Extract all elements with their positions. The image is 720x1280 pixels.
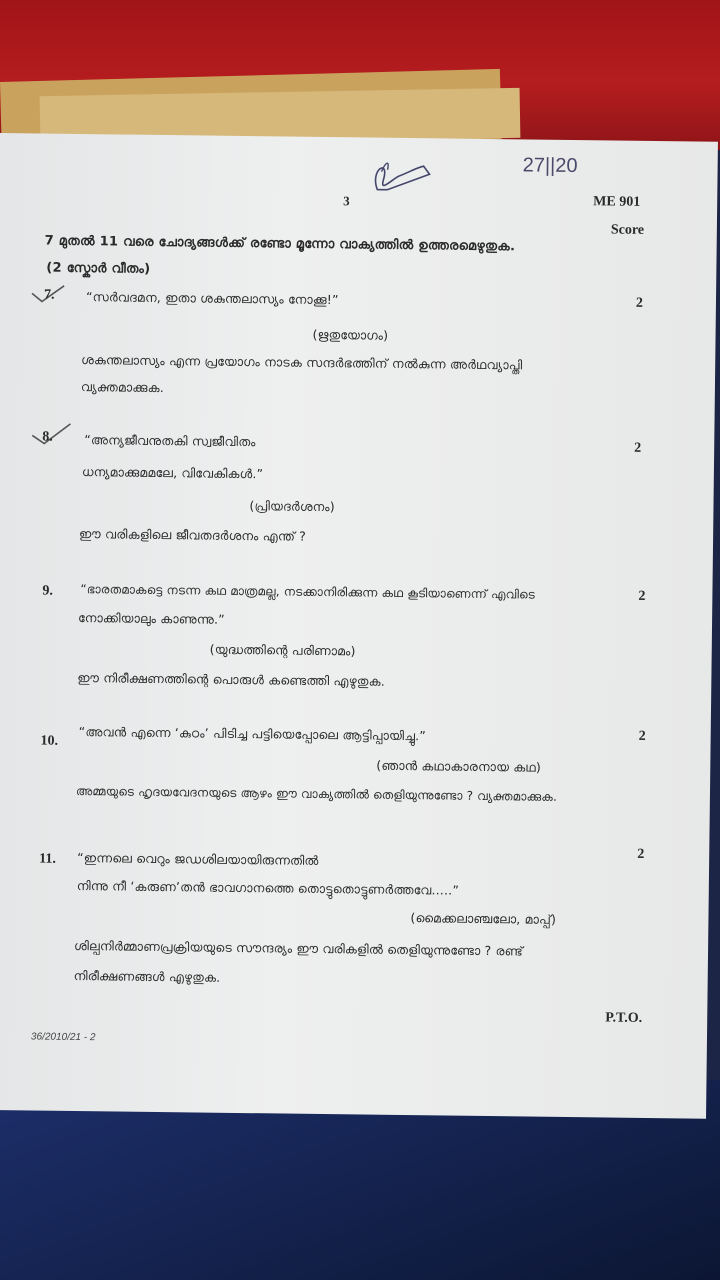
- question-text-line: അമ്മയുടെ ഹൃദയവേദനയുടെ ആഴം ഈ വാക്യത്തിൽ തെളിയുന്നുണ്ടോ ? വ്യക്തമാക്കുക.: [75, 783, 558, 804]
- question-quote-line: ധന്യമാക്കുമമലേ, വിവേകികൾ.”: [81, 464, 264, 482]
- question-quote-line: “ഭാരതമാകട്ടെ നടന്ന കഥ മാത്രമല്ല, നടക്കാനിരിക്കുന്ന കഥ കൂടിയാണെന്ന് എവിടെ: [80, 582, 536, 602]
- question-source: (മൈക്കലാഞ്ചലോ, മാപ്പ്): [410, 910, 557, 927]
- question-quote-line: “സർവദമന, ഇതാ ശകുന്തലാസ്യം നോക്കൂ!”: [85, 289, 339, 308]
- question-score: 2: [637, 846, 645, 862]
- signature-mark: [359, 149, 440, 202]
- question-text-line: ഈ നിരീക്ഷണത്തിന്റെ പൊരുൾ കണ്ടെത്തി എഴുതുക.: [77, 669, 386, 689]
- question-quote-line: “അന്യജീവനുതകി സ്വജീവിതം: [84, 432, 256, 450]
- question-text-line: നിരീക്ഷണങ്ങൾ എഴുതുക.: [73, 967, 221, 985]
- instruction-line-2: (2 സ്കോർ വീതം): [46, 260, 151, 277]
- question-text-line: വ്യക്തമാക്കുക.: [80, 379, 165, 396]
- question-score: 2: [635, 295, 644, 311]
- question-quote-line: നോക്കിയാലും കാണുന്നു.”: [77, 609, 225, 627]
- paper-footer-code: 36/2010/21 - 2: [30, 1031, 96, 1044]
- pto-label: P.T.O.: [605, 1010, 643, 1026]
- question-source: (ഋതുയോഗം): [312, 326, 389, 343]
- question-number: 8.: [42, 429, 53, 445]
- question-score: 2: [638, 728, 646, 744]
- question-score: 2: [638, 588, 646, 604]
- question-quote-line: “അവൻ എന്നെ ‘കുഠം’ പിടിച്ച പട്ടിയെപ്പോലെ ആട്ടിപ്പായിച്ചു.”: [78, 724, 427, 744]
- instruction-line-1: 7 മുതൽ 11 വരെ ചോദ്യങ്ങൾക്ക് രണ്ടോ മൂന്നോ വാക്യത്തിൽ ഉത്തരമെഴുതുക.: [44, 233, 516, 255]
- question-quote-line: “ഇന്നലെ വെറും ജഡശിലയായിരുന്നതിൽ: [77, 849, 319, 868]
- exam-paper-sheet: [0, 133, 718, 1119]
- paper-code: ME 901: [593, 194, 641, 210]
- question-source: (പ്രിയദർശനം): [249, 498, 335, 515]
- question-text-line: ശില്പനിർമ്മാണപ്രക്രിയയുടെ സൗന്ദര്യം ഈ വരികളിൽ തെളിയുന്നുണ്ടോ ? രണ്ട്: [73, 937, 524, 959]
- page-number: 3: [343, 193, 350, 209]
- question-source: (യുദ്ധത്തിന്റെ പരിണാമം): [209, 641, 356, 659]
- question-quote-line: നിന്നു നീ ‘കരുണ’തൻ ഭാവഗാനത്തെ തൊട്ടുതൊട്ടുണർത്തവേ.....”: [76, 877, 460, 898]
- score-column-label: Score: [610, 222, 645, 238]
- question-text-line: ശകുന്തലാസ്യം എന്ന പ്രയോഗം നാടക സന്ദർഭത്തിന് നൽകുന്ന അർഥവ്യാപ്തി: [81, 352, 523, 373]
- question-score: 2: [634, 440, 642, 456]
- question-source: (ഞാൻ കഥാകാരനായ കഥ): [376, 757, 542, 775]
- question-text-line: ഈ വരികളിലെ ജീവതദർശനം എന്ത് ?: [79, 525, 307, 544]
- question-number: 10.: [40, 733, 59, 749]
- question-number: 7.: [43, 287, 55, 303]
- question-number: 11.: [39, 851, 56, 867]
- question-number: 9.: [42, 583, 53, 599]
- handwritten-number: 27||20: [522, 154, 578, 178]
